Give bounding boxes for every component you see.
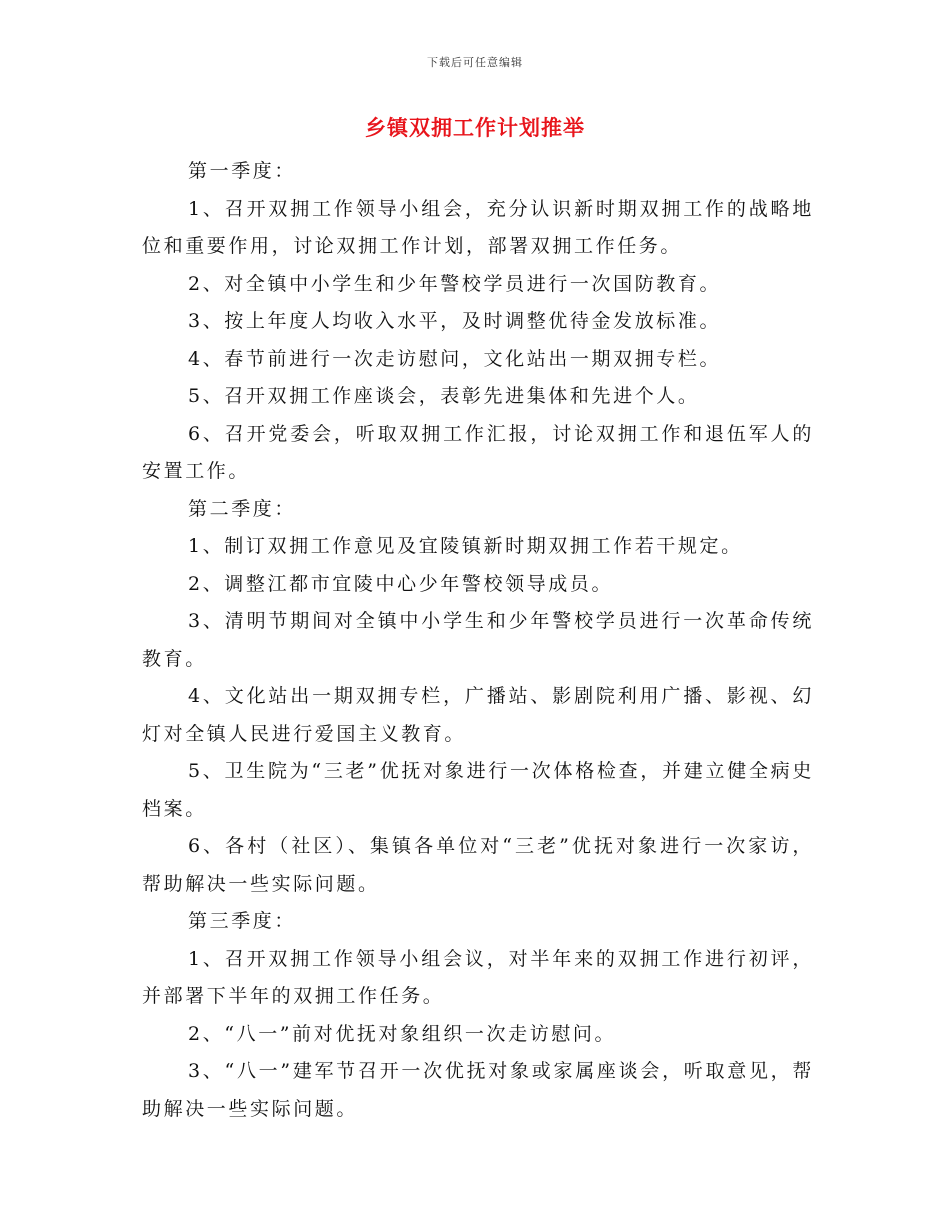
document-title: 乡镇双拥工作计划推举 bbox=[365, 115, 585, 140]
paragraph-q2-item-2: 2、调整江都市宜陵中心少年警校领导成员。 bbox=[188, 572, 614, 595]
section-heading-q2: 第二季度： bbox=[188, 497, 297, 520]
paragraph-q3-item-2: 2、“八一”前对优抚对象组织一次走访慰问。 bbox=[188, 1022, 617, 1045]
paragraph-q3-item-3: 3、“八一”建军节召开一次优抚对象或家属座谈会，听取意见，帮助解决一些实际问题。 bbox=[142, 1060, 814, 1120]
paragraph-q1-item-5: 5、召开双拥工作座谈会，表彰先进集体和先进个人。 bbox=[188, 385, 700, 407]
paragraph-q1-item-3: 3、按上年度人均收入水平，及时调整优待金发放标准。 bbox=[188, 310, 722, 332]
page-header-note: 下载后可任意编辑 bbox=[427, 56, 523, 69]
section-heading-q3: 第三季度： bbox=[188, 910, 297, 932]
paragraph-q2-item-6: 6、各村（社区）、集镇各单位对“三老”优抚对象进行一次家访，帮助解决一些实际问题。 bbox=[142, 835, 814, 895]
paragraph-q2-item-1: 1、制订双拥工作意见及宜陵镇新时期双拥工作若干规定。 bbox=[188, 535, 743, 557]
paragraph-q2-item-3: 3、清明节期间对全镇中小学生和少年警校学员进行一次革命传统教育。 bbox=[142, 610, 814, 670]
paragraph-q1-item-6: 6、召开党委会，听取双拥工作汇报，讨论双拥工作和退伍军人的安置工作。 bbox=[142, 422, 814, 482]
paragraph-q2-item-4: 4、文化站出一期双拥专栏，广播站、影剧院利用广播、影视、幻灯对全镇人民进行爱国主义教育。 bbox=[142, 685, 814, 745]
paragraph-q1-item-2: 2、对全镇中小学生和少年警校学员进行一次国防教育。 bbox=[188, 272, 722, 295]
paragraph-q1-item-1: 1、召开双拥工作领导小组会，充分认识新时期双拥工作的战略地位和重要作用，讨论双拥工作计划，部署双拥工作任务。 bbox=[142, 197, 814, 257]
section-heading-q1: 第一季度： bbox=[188, 160, 297, 182]
paragraph-q2-item-5: 5、卫生院为“三老”优抚对象进行一次体格检查，并建立健全病史档案。 bbox=[142, 760, 814, 820]
document-body bbox=[142, 153, 814, 1128]
paragraph-q1-item-4: 4、春节前进行一次走访慰问，文化站出一期双拥专栏。 bbox=[188, 347, 722, 370]
paragraph-q3-item-1: 1、召开双拥工作领导小组会议，对半年来的双拥工作进行初评，并部署下半年的双拥工作任务。 bbox=[142, 947, 814, 1007]
